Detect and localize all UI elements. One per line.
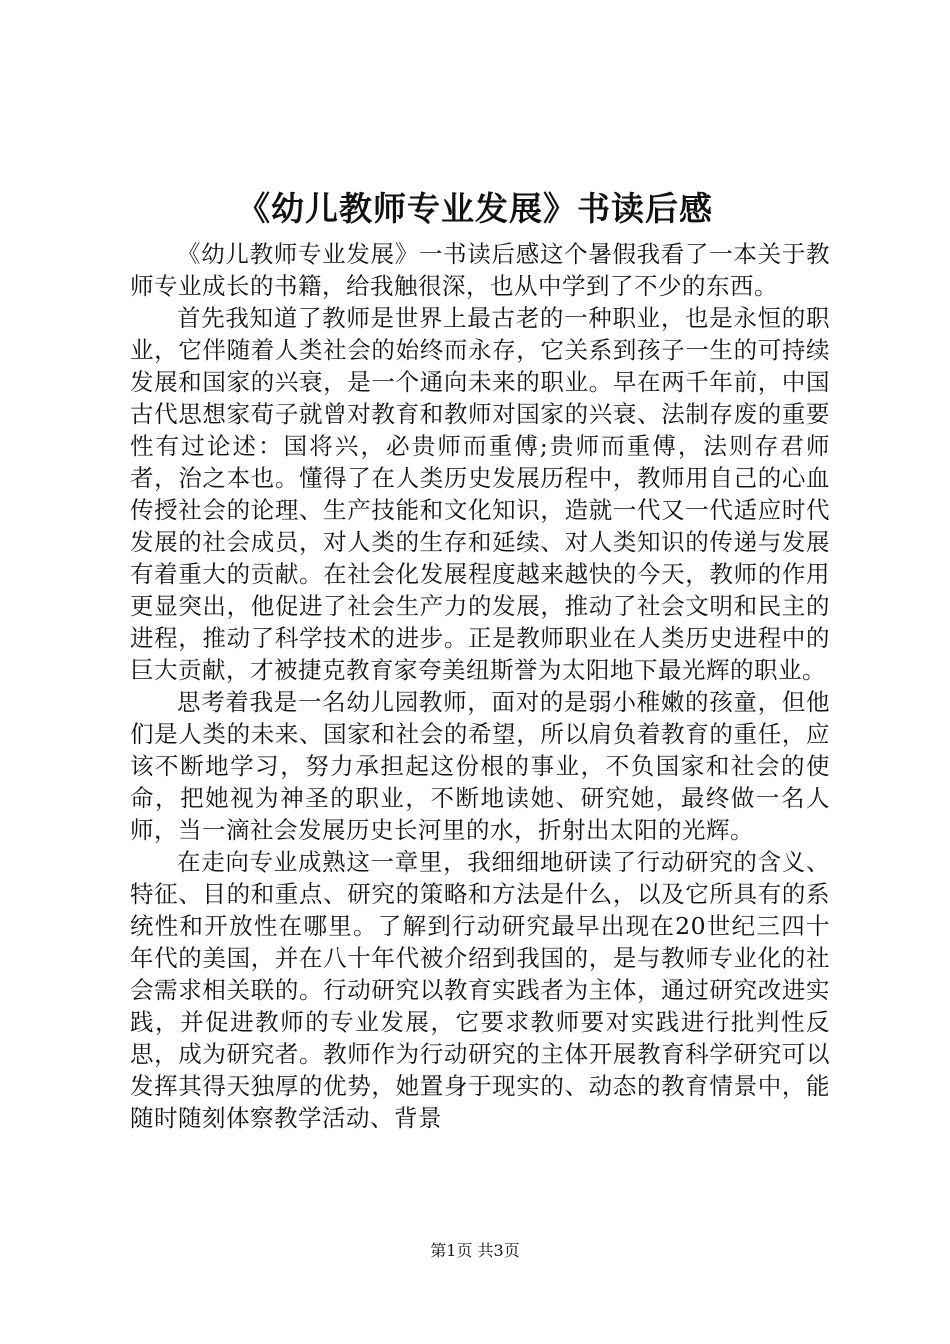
paragraph-teacher-profession: 首先我知道了教师是世界上最古老的一种职业，也是永恒的职业，它伴随着人类社会的始终而永存，它关系到孩子一生的可持续发展和国家的兴衰，是一个通向未来的职业。早在两千年前，中国古代思想家荀子就曾对教育和教师对国家的兴衰、法制存废的重要性有过论述：国将兴，必贵师而重傅;贵师而重傅，法则存君师者，治之本也。懂得了在人类历史发展历程中，教师用自己的心血传授社会的论理、生产技能和文化知识，造就一代又一代适应时代发展的社会成员，对人类的生存和延续、对人类知识的传递与发展有着重大的贡献。在社会化发展程度越来越快的今天，教师的作用更显突出，他促进了社会生产力的发展，推动了社会文明和民主的进程，推动了科学技术的进步。正是教师职业在人类历史进程中的巨大贡献，才被捷克教育家夸美纽斯誉为太阳地下最光辉的职业。 — [130, 304, 830, 684]
page-number-footer: 第1页 共3页 — [430, 1241, 520, 1260]
paragraph-intro: 《幼儿教师专业发展》一书读后感这个暑假我看了一本关于教师专业成长的书籍，给我触很深，也从中学到了不少的东西。 — [130, 240, 830, 300]
document-title: 《幼儿教师专业发展》书读后感 — [237, 189, 713, 228]
document-body — [130, 238, 830, 1134]
paragraph-kindergarten-teacher: 思考着我是一名幼儿园教师，面对的是弱小稚嫩的孩童，但他们是人类的未来、国家和社会的希望，所以肩负着教育的重任，应该不断地学习，努力承担起这份根的事业，不负国家和社会的使命，把她视为神圣的职业，不断地读她、研究她，最终做一名人师，当一滴社会发展历史长河里的水，折射出太阳的光辉。 — [130, 688, 830, 844]
paragraph-action-research: 在走向专业成熟这一章里，我细细地研读了行动研究的含义、特征、目的和重点、研究的策略和方法是什么，以及它所具有的系统性和开放性在哪里。了解到行动研究最早出现在20世纪三四十年代的美国，并在八十年代被介绍到我国的，是与教师专业化的社会需求相关联的。行动研究以教育实践者为主体，通过研究改进实践，并促进教师的专业发展，它要求教师要对实践进行批判性反思，成为研究者。教师作为行动研究的主体开展教育科学研究可以发挥其得天独厚的优势，她置身于现实的、动态的教育情景中，能随时随刻体察教学活动、背景 — [130, 848, 830, 1132]
